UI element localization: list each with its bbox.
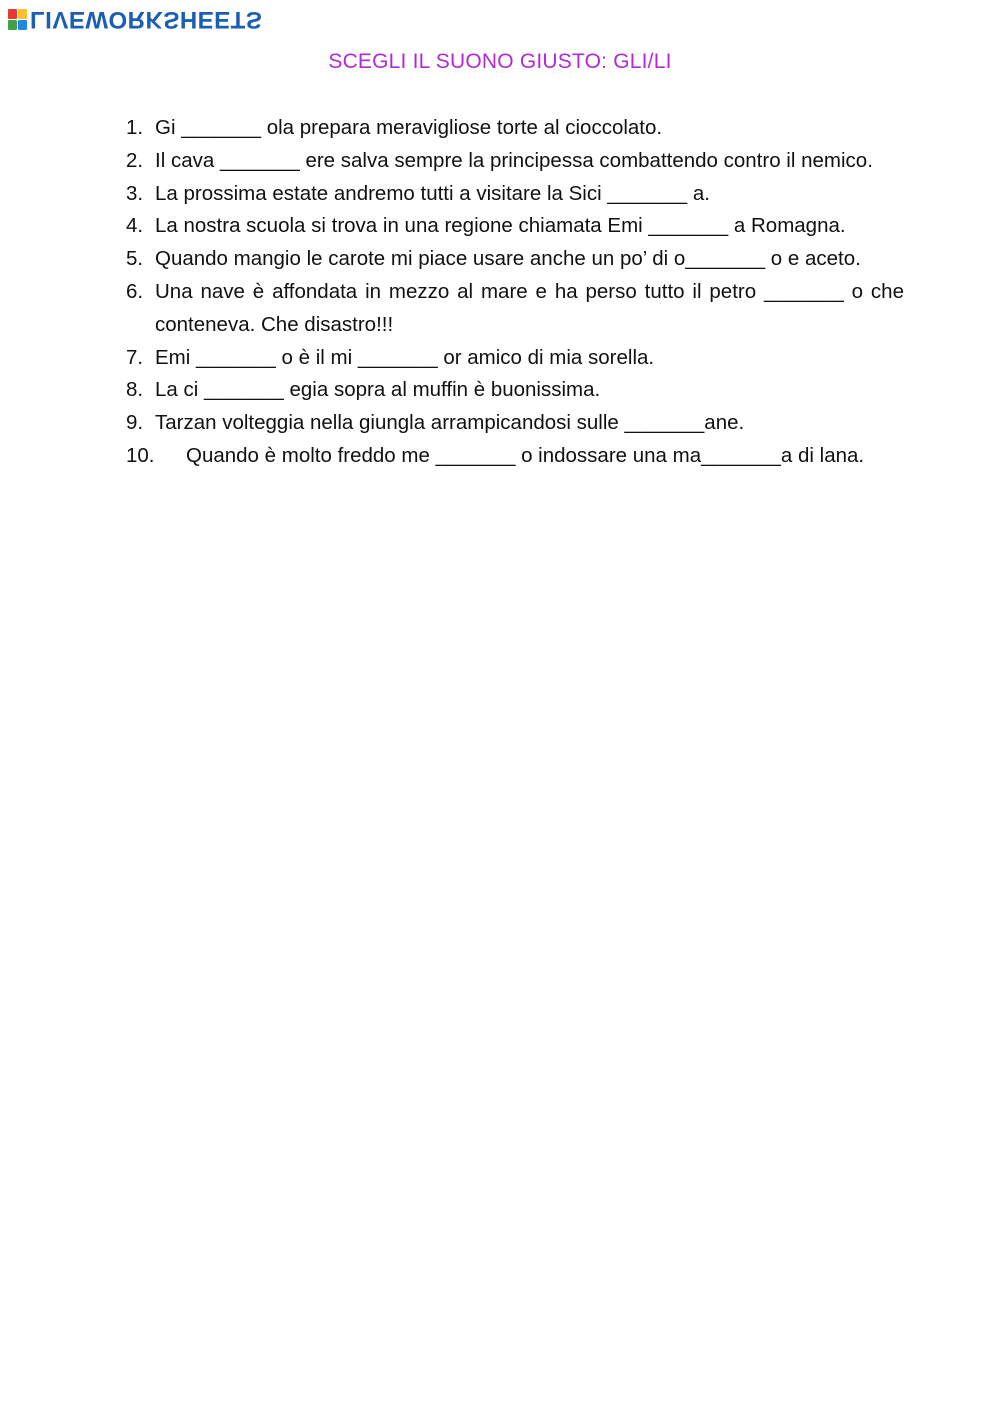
logo-block-yellow xyxy=(18,9,27,19)
item-text: La ci _______ egia sopra al muffin è buonissima. xyxy=(155,378,601,402)
logo-block-blue xyxy=(18,20,27,30)
item-number: 3. xyxy=(126,181,144,205)
item-text: Una nave è affondata in mezzo al mare e ha perso tutto il petro _______ o che conteneva. Che disastro!!! xyxy=(155,279,904,336)
exercise-item-2 xyxy=(126,145,904,178)
exercise-item-8 xyxy=(126,374,904,407)
exercise-item-10 xyxy=(126,440,904,473)
item-text: Quando mangio le carote mi piace usare anche un po’ di o_______ o e aceto. xyxy=(155,247,861,271)
item-number: 4. xyxy=(126,214,144,238)
item-number: 8. xyxy=(126,378,144,402)
item-text: Emi _______ o è il mi _______ or amico di mia sorella. xyxy=(155,345,655,369)
exercise-list xyxy=(126,112,904,473)
worksheet-title: SCEGLI IL SUONO GIUSTO: GLI/LI xyxy=(328,50,672,73)
exercise-item-1 xyxy=(126,112,904,145)
item-text: Quando è molto freddo me _______ o indossare una ma_______a di lana. xyxy=(186,443,865,467)
logo-text: LIVEWORKSHEETS xyxy=(30,6,263,33)
logo-block-green xyxy=(8,20,17,30)
logo-blocks-icon xyxy=(8,9,27,30)
item-number: 9. xyxy=(126,411,144,435)
item-text: Il cava _______ ere salva sempre la principessa combattendo contro il nemico. xyxy=(155,148,873,172)
exercise-item-5 xyxy=(126,243,904,276)
item-number: 10. xyxy=(126,443,155,467)
exercise-item-7 xyxy=(126,342,904,375)
item-number: 5. xyxy=(126,247,144,271)
item-number: 6. xyxy=(126,279,144,303)
item-text: La nostra scuola si trova in una regione chiamata Emi _______ a Romagna. xyxy=(155,214,846,238)
exercise-item-9 xyxy=(126,407,904,440)
logo-block-red xyxy=(8,9,17,19)
item-text: Gi _______ ola prepara meravigliose torte al cioccolato. xyxy=(155,116,663,139)
item-text: La prossima estate andremo tutti a visitare la Sici _______ a. xyxy=(155,181,710,205)
item-number: 7. xyxy=(126,345,144,369)
exercise-item-3 xyxy=(126,178,904,211)
item-text: Tarzan volteggia nella giungla arrampicandosi sulle _______ane. xyxy=(155,411,745,435)
item-number: 1. xyxy=(126,116,144,139)
exercise-item-4 xyxy=(126,210,904,243)
item-number: 2. xyxy=(126,148,144,172)
liveworksheets-logo xyxy=(8,6,262,32)
exercise-item-6 xyxy=(126,276,904,342)
